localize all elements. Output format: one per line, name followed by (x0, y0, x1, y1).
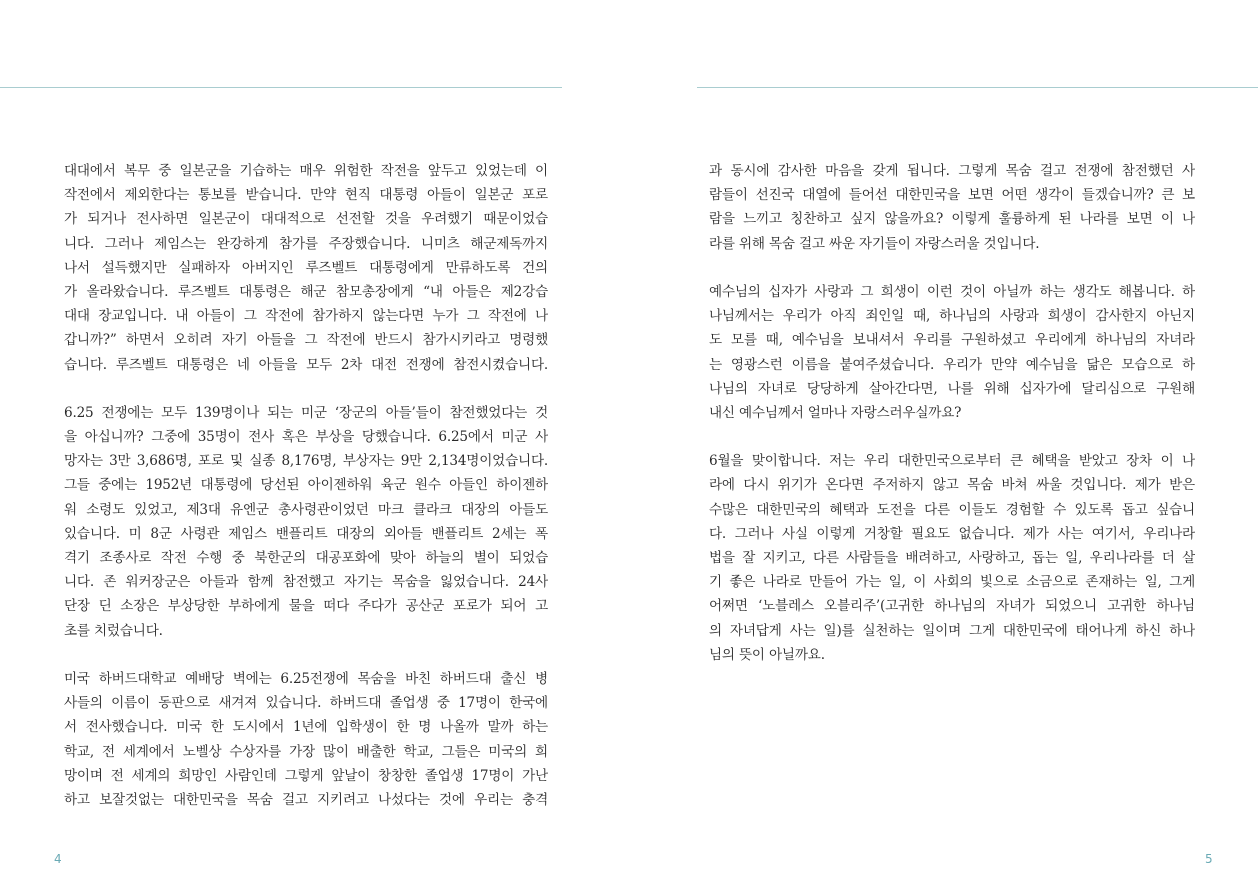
text-line: 초를 치렀습니다. (64, 622, 163, 639)
text-line: 법을 잘 지키고, 다른 사람들을 배려하고, 사랑하고, 돕는 일, 우리나라를 더 살 (709, 550, 1195, 566)
text-line: 니다. 존 워커장군은 아들과 함께 참전했고 자기는 목숨을 잃었습니다. 24사 (64, 574, 548, 591)
text-line: 람을 느끼고 칭찬하고 싶지 않을까요? 이렇게 훌륭하게 된 나라를 보면 이 나 (709, 211, 1195, 228)
left-paragraph-2 (64, 401, 548, 643)
right-page-body (709, 159, 1195, 691)
text-line: 라에 다시 위기가 온다면 주저하지 않고 목숨 바쳐 싸울 것입니다. 제가 받은 (709, 477, 1195, 494)
text-line: 사들의 이름이 동판으로 새겨져 있습니다. 하버드대 졸업생 중 17명이 한국에 (64, 695, 548, 712)
left-paragraph-1 (64, 159, 548, 377)
text-line: 가 되거나 전사하면 일본군이 대대적으로 선전할 것을 우려했기 때문이었습 (64, 211, 548, 228)
page-number-right: 5 (1205, 852, 1213, 866)
text-line: 갑니까?” 하면서 오히려 자기 아들을 그 작전에 반드시 참가시키라고 명령했 (64, 332, 548, 349)
right-paragraph-1 (709, 159, 1195, 256)
text-line: 람들이 선진국 대열에 들어선 대한민국을 보면 어떤 생각이 들겠습니까? 큰 보 (709, 187, 1195, 204)
right-paragraph-2 (709, 280, 1195, 425)
text-line: 예수님의 십자가 사랑과 그 희생이 이런 것이 아닐까 하는 생각도 해봅니다. 하 (709, 283, 1195, 300)
left-paragraph-3 (64, 667, 548, 812)
text-line: 있습니다. 미 8군 사령관 제임스 밴플리트 대장의 외아들 밴플리트 2세는 폭 (64, 525, 548, 542)
text-line: 망자는 3만 3,686명, 포로 및 실종 8,176명, 부상자는 9만 2,134명이었습니다. (64, 453, 548, 470)
text-line: 의 자녀답게 사는 일)를 실천하는 일이며 그게 대한민국에 태어나게 하신 하나 (709, 622, 1195, 639)
text-line: 학교, 전 세계에서 노벨상 수상자를 가장 많이 배출한 학교, 그들은 미국의 희 (64, 743, 548, 760)
text-line: 님의 뜻이 아닐까요. (709, 646, 825, 663)
left-page-body (64, 159, 548, 836)
text-line: 다. 그러나 사실 이렇게 거창할 필요도 없습니다. 제가 사는 여기서, 우리나라 (709, 525, 1195, 542)
text-line: 서 전사했습니다. 미국 한 도시에서 1년에 입학생이 한 명 나올까 말까 하는 (64, 719, 548, 736)
text-line: 어쩌면 ‘노블레스 오블리주’(고귀한 하나님의 자녀가 되었으니 고귀한 하나님 (709, 598, 1195, 615)
text-line: 나님께서는 우리가 아직 죄인일 때, 하나님의 사랑과 희생이 감사한지 아닌지 (709, 308, 1195, 325)
text-line: 대대에서 복무 중 일본군을 기습하는 매우 위험한 작전을 앞두고 있었는데 이 (64, 163, 548, 179)
text-line: 나서 설득했지만 실패하자 아버지인 루즈벨트 대통령에게 만류하도록 건의 (64, 259, 548, 276)
text-line: 작전에서 제외한다는 통보를 받습니다. 만약 현직 대통령 아들이 일본군 포로 (64, 187, 548, 204)
right-paragraph-3 (709, 449, 1195, 667)
text-line: 격기 조종사로 작전 수행 중 북한군의 대공포화에 맞아 하늘의 별이 되었습 (64, 550, 548, 566)
text-line: 수많은 대한민국의 혜택과 도전을 다른 이들도 경험할 수 있도록 돕고 싶습니 (709, 501, 1195, 518)
text-line: 을 아십니까? 그중에 35명이 전사 혹은 부상을 당했습니다. 6.25에서 미군 사 (64, 429, 548, 446)
text-line: 내신 예수님께서 얼마나 자랑스러우실까요? (709, 404, 962, 421)
text-line: 습니다. 루즈벨트 대통령은 네 아들을 모두 2차 대전 전쟁에 참전시켰습니다. (64, 356, 548, 373)
text-line: 는 영광스런 이름을 붙여주셨습니다. 우리가 만약 예수님을 닮은 모습으로 하 (709, 356, 1195, 373)
text-line: 하고 보잘것없는 대한민국을 목숨 걸고 지키려고 나섰다는 것에 우리는 충격 (64, 791, 548, 808)
text-line: 과 동시에 감사한 마음을 갖게 됩니다. 그렇게 목숨 걸고 전쟁에 참전했던 사 (709, 163, 1195, 179)
text-line: 가 올라왔습니다. 루즈벨트 대통령은 해군 참모총장에게 “내 아들은 제2강습 (64, 283, 548, 300)
text-line: 망이며 전 세계의 희망인 사람인데 그렇게 앞날이 창창한 졸업생 17명이 가난 (64, 767, 548, 784)
text-line: 워 소령도 있었고, 제3대 유엔군 총사령관이었던 마크 클라크 대장의 아들도 (64, 501, 548, 518)
text-line: 그들 중에는 1952년 대통령에 당선된 아이젠하워 육군 원수 아들인 하이젠하 (64, 477, 548, 494)
text-line: 니다. 그러나 제임스는 완강하게 참가를 주장했습니다. 니미츠 해군제독까지 (64, 235, 548, 252)
text-line: 단장 딘 소장은 부상당한 부하에게 물을 떠다 주다가 공산군 포로가 되어 고 (64, 598, 548, 615)
text-line: 대대 장교입니다. 내 아들이 그 작전에 참가하지 않는다면 누가 그 작전에 나 (64, 308, 548, 325)
page-number-left: 4 (54, 852, 62, 866)
text-line: 도 모를 때, 예수님을 보내셔서 우리를 구원하셨고 우리에게 하나님의 자녀라 (709, 332, 1195, 349)
header-rule-right (697, 87, 1258, 88)
text-line: 라를 위해 목숨 걸고 싸운 자기들이 자랑스러울 것입니다. (709, 235, 1040, 252)
header-rule-left (0, 87, 562, 88)
text-line: 기 좋은 나라로 만들어 가는 일, 이 사회의 빛으로 소금으로 존재하는 일, 그게 (709, 574, 1195, 591)
text-line: 미국 하버드대학교 예배당 벽에는 6.25전쟁에 목숨을 바친 하버드대 출신 병 (64, 670, 548, 687)
text-line: 나님의 자녀로 당당하게 살아간다면, 나를 위해 십자가에 달리심으로 구원해 (709, 380, 1195, 397)
text-line: 6.25 전쟁에는 모두 139명이나 되는 미군 ‘장군의 아들’들이 참전했었다는 것 (64, 404, 548, 421)
text-line: 6월을 맞이합니다. 저는 우리 대한민국으로부터 큰 혜택을 받았고 장차 이 나 (709, 453, 1195, 470)
